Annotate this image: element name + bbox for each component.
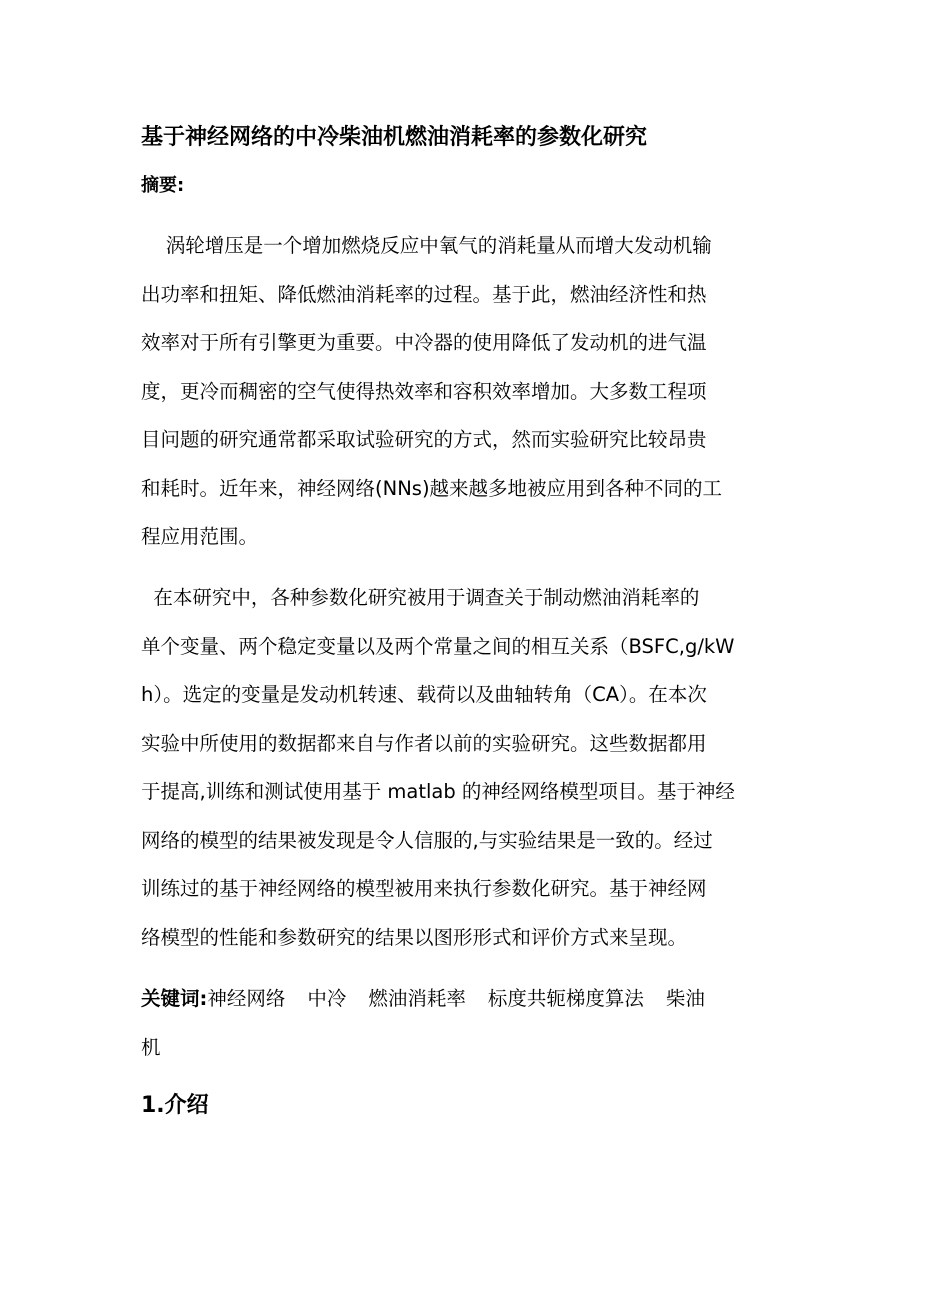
paragraph-line: 网络的模型的结果被发现是令人信服的,与实验结果是一致的。经过 <box>141 828 713 852</box>
paragraph-line: 在本研究中，各种参数化研究被用于调查关于制动燃油消耗率的 <box>141 586 700 609</box>
keyword-item: 中冷 <box>307 987 347 1010</box>
abstract-paragraph-1 <box>141 222 791 562</box>
paragraph-line: 目问题的研究通常都采取试验研究的方式，然而实验研究比较昂贵 <box>141 428 707 451</box>
section-heading: 1.介绍 <box>141 1093 209 1118</box>
document-title: 基于神经网络的中冷柴油机燃油消耗率的参数化研究 <box>141 125 648 150</box>
keywords-overflow-line: 机 <box>141 1035 161 1059</box>
keyword-item: 标度共轭梯度算法 <box>487 987 644 1010</box>
keyword-item: 神经网络 <box>207 987 286 1010</box>
paragraph-line: 络模型的性能和参数研究的结果以图形形式和评价方式来呈现。 <box>141 925 688 949</box>
keywords-line <box>141 975 791 1024</box>
paragraph-line: 训练过的基于神经网络的模型被用来执行参数化研究。基于神经网 <box>141 877 707 900</box>
abstract-paragraph-2 <box>141 574 791 962</box>
paragraph-line: 程应用范围。 <box>141 525 259 548</box>
keywords-label: 关键词: <box>141 987 208 1010</box>
paragraph-line: 和耗时。近年来，神经网络(NNs)越来越多地被应用到各种不同的工 <box>141 476 723 500</box>
keyword-item: 燃油消耗率 <box>368 987 466 1010</box>
keywords-block <box>141 975 791 1072</box>
paragraph-line: 度，更冷而稠密的空气使得热效率和容积效率增加。大多数工程项 <box>141 379 707 403</box>
paragraph-line: 出功率和扭矩、降低燃油消耗率的过程。基于此，燃油经济性和热 <box>141 282 707 306</box>
keyword-item: 柴油 <box>665 987 705 1010</box>
paragraph-line: h）。选定的变量是发动机转速、载荷以及曲轴转角（CA）。在本次 <box>141 683 707 706</box>
abstract-label: 摘要: <box>141 175 185 196</box>
paragraph-line: 单个变量、两个稳定变量以及两个常量之间的相互关系（BSFC,g/kW <box>141 634 735 658</box>
paragraph-line: 于提高,训练和测试使用基于 matlab 的神经网络模型项目。基于神经 <box>141 780 735 803</box>
paragraph-line: 涡轮增压是一个增加燃烧反应中氧气的消耗量从而增大发动机输 <box>141 234 712 257</box>
paragraph-line: 实验中所使用的数据都来自与作者以前的实验研究。这些数据都用 <box>141 731 707 755</box>
paragraph-line: 效率对于所有引擎更为重要。中冷器的使用降低了发动机的进气温 <box>141 331 707 354</box>
